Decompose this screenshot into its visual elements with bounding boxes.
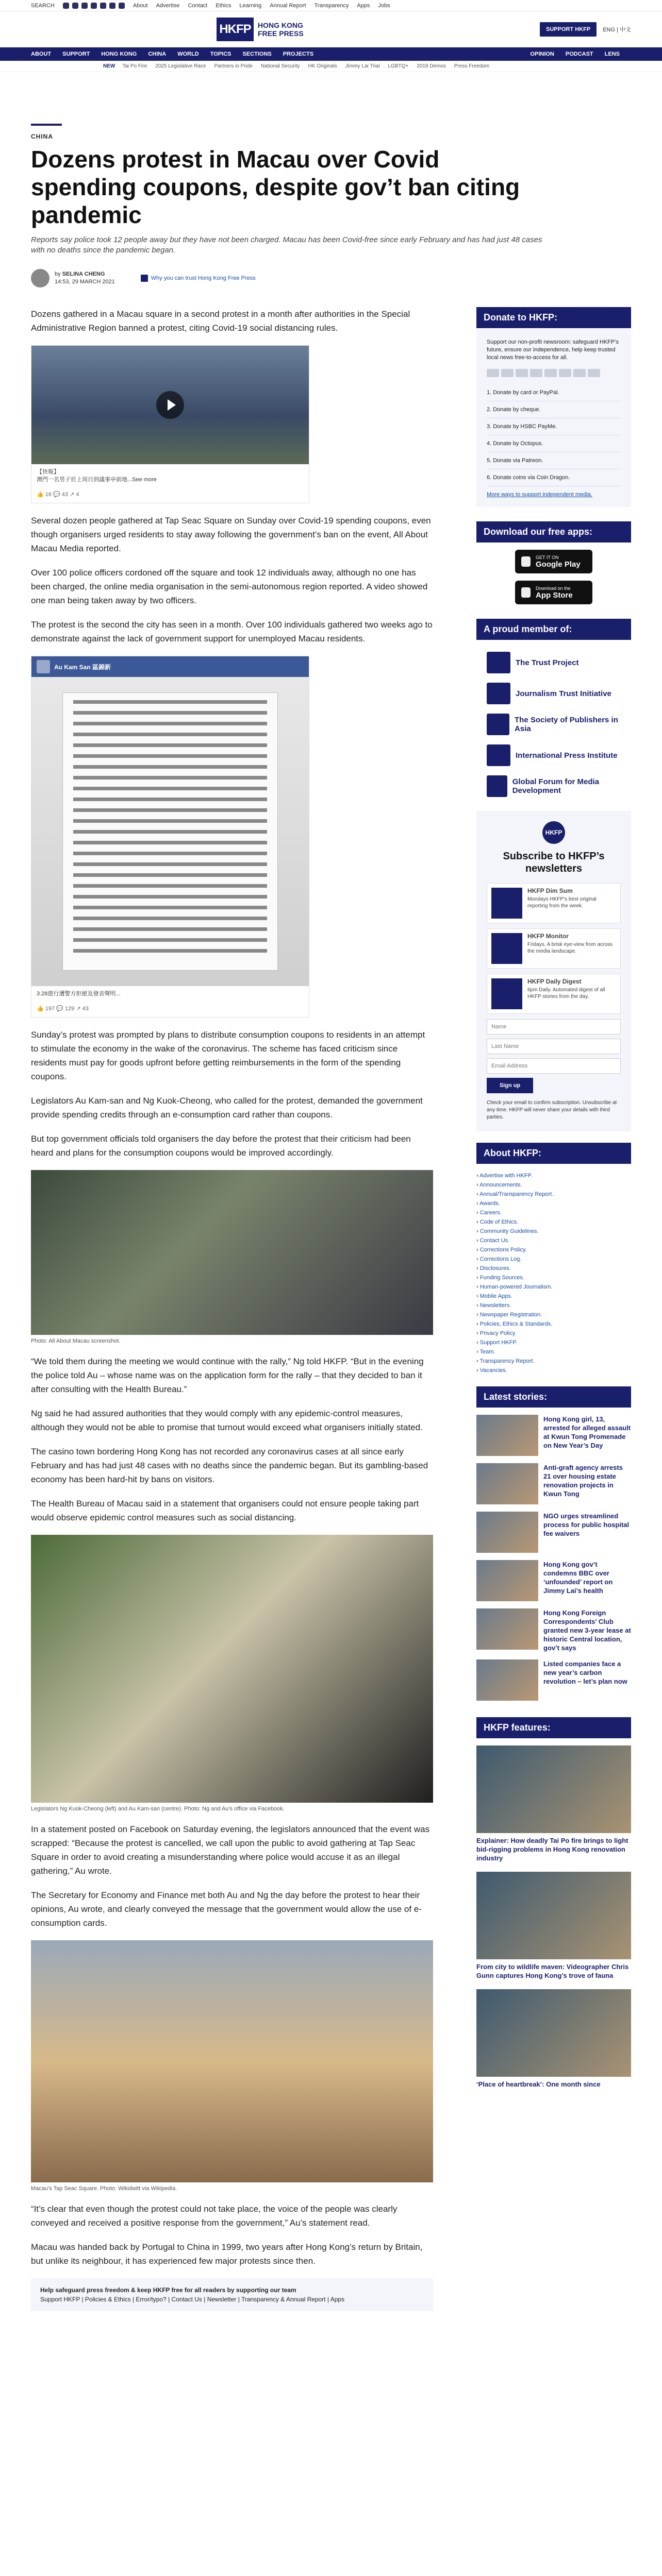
donate-lead[interactable]: Support our non-profit newsroom: safeguard HKFP’s future, ensure our independence, help keep trusted local news free-to-access for all. xyxy=(487,339,619,361)
paragraph: Over 100 police officers cordoned off the square and took 12 individuals away, although no one has been charged, the online media organisation in the semi-autonomous region reported. A video showed one man being taken away by two officers. xyxy=(31,568,428,605)
support-hkfp-button[interactable]: SUPPORT HKFP xyxy=(540,22,597,37)
article-excerpt: Reports say police took 12 people away but they have not been charged. Macau has been Covid-free since early February and has had just 48 cases with no deaths since the pandemic began. xyxy=(31,235,542,255)
paragraph: Legislators Au Kam-san and Ng Kuok-Cheong, who called for the protest, demanded the government provide spending credits through an e-consumption card rather than coupons. xyxy=(31,1096,423,1120)
figure-caption: Legislators Ng Kuok-Cheong (left) and Au Kam-san (centre). Photo: Ng and Au’s office via Facebook. xyxy=(31,1806,285,1812)
about-link[interactable]: › Policies, Ethics & Standards. xyxy=(476,1319,631,1329)
story-thumbnail[interactable] xyxy=(476,1659,538,1701)
page-wrapper xyxy=(31,72,631,2311)
trending-item[interactable]: Press Freedom xyxy=(454,63,490,69)
trending-item[interactable]: National Security xyxy=(261,63,300,69)
feature-image[interactable] xyxy=(476,1872,631,1959)
top-link-ethics[interactable]: Ethics xyxy=(216,2,231,9)
app2-small: Download on the xyxy=(536,585,571,591)
paragraph: “We told them during the meeting we would continue with the rally,” Ng told HKFP. “But in the evening the police told Au – whose name was on the application form for the rally – that they decided to ban it after consulting with the Health Bureau.” xyxy=(31,1357,424,1394)
social-icons xyxy=(63,3,125,9)
about-link[interactable]: › Corrections Log. xyxy=(476,1255,631,1264)
feature-item[interactable] xyxy=(476,1872,631,1980)
signup-note: Check your email to confirm subscription. Unsubscribe at any time. HKFP will never share your details with third parties. xyxy=(487,1100,617,1120)
paragraph: Macau was handed back by Portugal to China in 1999, two years after Hong Kong’s return by Britain, but unlike its neighbour, it has experienced few major protests since then. xyxy=(31,2242,423,2266)
sidebar xyxy=(476,307,631,2311)
new-label: NEW xyxy=(103,63,115,69)
donate-option[interactable]: 2. Donate by cheque. xyxy=(487,401,621,418)
video-thumbnail[interactable] xyxy=(31,346,309,464)
about-link[interactable]: › Mobile Apps. xyxy=(476,1292,631,1301)
member-logo[interactable]: The Society of Publishers in Asia xyxy=(476,709,631,740)
nav-topics[interactable]: TOPICS xyxy=(210,51,231,57)
statement-image[interactable] xyxy=(31,677,309,986)
ipi-icon xyxy=(487,744,510,766)
newsletter-thumb xyxy=(491,888,522,919)
top-link-learning[interactable]: Learning xyxy=(239,2,262,9)
trending-bar xyxy=(0,61,662,72)
app-store-button[interactable] xyxy=(515,581,592,604)
tap-seac-photo[interactable] xyxy=(31,1940,433,2182)
feature-title[interactable]: Explainer: How deadly Tai Po fire brings to light bid-rigging problems in Hong Kong renovation industry xyxy=(476,1837,628,1862)
paragraph: Ng said he had assured authorities that they would comply with any epidemic-control measures, although they would not be able to promise that turnout would exceed what organisers initially stated. xyxy=(31,1409,423,1432)
trust-link[interactable] xyxy=(141,275,256,282)
byline-meta xyxy=(55,270,115,286)
patreon-icon xyxy=(573,369,586,377)
facebook-post-embed[interactable] xyxy=(31,656,309,1018)
google-play-button[interactable] xyxy=(515,550,592,573)
twitter-icon[interactable] xyxy=(72,3,78,9)
features-list xyxy=(476,1745,631,2089)
newsletter-option[interactable]: HKFP Dim Sum Mondays HKFP’s best original reporting from the week. xyxy=(487,883,621,923)
about-link[interactable]: › Newspaper Registration. xyxy=(476,1310,631,1319)
trending-item[interactable]: HK Originals xyxy=(308,63,337,69)
about-link[interactable]: › Announcements. xyxy=(476,1180,631,1190)
telegram-icon[interactable] xyxy=(100,3,106,9)
story-thumbnail[interactable] xyxy=(476,1608,538,1650)
amex-icon xyxy=(516,369,528,377)
donate-option[interactable]: 4. Donate by Octopus. xyxy=(487,435,621,452)
app1-small: GET IT ON xyxy=(536,554,559,560)
features-title: HKFP features: xyxy=(476,1717,631,1738)
about-title: About HKFP: xyxy=(476,1143,631,1164)
author-avatar[interactable] xyxy=(31,269,49,287)
latest-story[interactable] xyxy=(476,1659,631,1701)
logo-wordmark[interactable] xyxy=(258,21,320,38)
donate-option[interactable]: 5. Donate via Patreon. xyxy=(487,452,621,469)
about-link[interactable]: › Contact Us. xyxy=(476,1236,631,1245)
feature-item[interactable] xyxy=(476,1989,631,2089)
about-links xyxy=(476,1171,631,1375)
latest-stories xyxy=(476,1415,631,1701)
protest-photo[interactable] xyxy=(31,1170,433,1335)
brand-bar xyxy=(0,11,662,47)
embed-reactions: 👍 16 💬 43 ↗ 4 xyxy=(37,492,79,498)
nav-china[interactable]: CHINA xyxy=(148,51,167,57)
latest-story[interactable] xyxy=(476,1560,631,1601)
play-icon[interactable] xyxy=(156,391,184,419)
signup-button[interactable]: Sign up xyxy=(487,1078,533,1093)
payment-icons xyxy=(487,369,621,377)
embed-caption: 【快報】 澳門一名男子於上周日到議事亭前地...See more xyxy=(37,469,157,483)
top-link-jobs[interactable]: Jobs xyxy=(378,2,390,9)
language-switch[interactable]: ENG | 中文 xyxy=(603,26,631,33)
donate-option[interactable]: 3. Donate by HSBC PayMe. xyxy=(487,418,621,435)
top-utility-bar xyxy=(0,0,662,11)
paragraph: The Health Bureau of Macau said in a statement that organisers could not ensure people taking part would observe epidemic control measures such as social distancing. xyxy=(31,1499,419,1522)
legislators-photo[interactable] xyxy=(31,1535,433,1803)
nav-podcast[interactable]: PODCAST xyxy=(565,51,593,57)
nav-projects[interactable]: PROJECTS xyxy=(283,51,314,57)
paragraph: “It’s clear that even though the protest could not take place, the voice of the people was clearly conveyed and received a positive response from the government,” Au’s statement read. xyxy=(31,2204,398,2228)
figure-tap-seac xyxy=(31,1940,433,2192)
nav-world[interactable]: WORLD xyxy=(177,51,199,57)
figure-caption: Macau’s Tap Seac Square. Photo: Wikidwitt via Wikipedia. xyxy=(31,2185,177,2192)
trending-item[interactable]: 2025 Legislative Race xyxy=(155,63,206,69)
trending-item[interactable]: Partners in Pride xyxy=(214,63,253,69)
visa-icon xyxy=(501,369,514,377)
story-thumbnail[interactable] xyxy=(476,1512,538,1553)
top-link-advertise[interactable]: Advertise xyxy=(156,2,180,9)
facebook-icon[interactable] xyxy=(63,3,69,9)
paypal-icon xyxy=(530,369,542,377)
donate-option[interactable]: 6. Donate coins via Coin Dragon. xyxy=(487,469,621,486)
newsletter-thumb xyxy=(491,978,522,1009)
section-label[interactable]: CHINA xyxy=(31,133,53,140)
rss-icon[interactable] xyxy=(119,3,125,9)
support-note-text[interactable]: Help safeguard press freedom & keep HKFP free for all readers by supporting our team xyxy=(40,2286,296,2294)
about-link[interactable]: › Corrections Policy. xyxy=(476,1245,631,1255)
about-link[interactable]: › Human-powered Journalism. xyxy=(476,1282,631,1292)
more-ways-link[interactable]: More ways to support independent media. xyxy=(487,492,592,498)
logo-line-1: HONG KONG xyxy=(258,21,303,29)
paragraph: In a statement posted on Facebook on Saturday evening, the legislators announced that the event was scrapped: “Because the protest is cancelled, we call upon the public to avoid gathering at Tap Seac Square in order to avoid creating a misunderstanding where police would accuse it as an illegal gathering,” Au wrote. xyxy=(31,1824,430,1876)
nav-support[interactable]: SUPPORT xyxy=(62,51,90,57)
octopus-icon xyxy=(559,369,571,377)
gfmd-icon xyxy=(487,775,507,797)
newsletter-title: Subscribe to HKFP’s newsletters xyxy=(503,851,605,874)
trending-item[interactable]: 2019 Demos xyxy=(417,63,446,69)
member-logo[interactable]: Global Forum for Media Development xyxy=(476,771,631,802)
member-logo[interactable]: International Press Institute xyxy=(476,740,631,771)
story-thumbnail[interactable] xyxy=(476,1463,538,1504)
paragraph: But top government officials told organisers the day before the protest that their criticism had been heard and plans for the consumption coupons would be improved accordingly. xyxy=(31,1134,411,1158)
member-logo[interactable]: The Trust Project xyxy=(476,647,631,678)
trust-link-label: Why you can trust Hong Kong Free Press xyxy=(151,275,256,281)
story-title[interactable]: Hong Kong gov’t condemns BBC over ‘unfounded’ report on Jimmy Lai’s health xyxy=(543,1561,613,1595)
feature-image[interactable] xyxy=(476,1989,631,2077)
nav-lens[interactable]: LENS xyxy=(604,51,620,57)
instagram-icon[interactable] xyxy=(81,3,88,9)
paragraph: The casino town bordering Hong Kong has not recorded any coronavirus cases at all since early February and has had just 48 cases with no deaths since the pandemic began. But its gambling-based economy has been hard-hit by bans on visitors. xyxy=(31,1447,428,1484)
story-title[interactable]: Anti-graft agency arrests 21 over housing estate renovation projects in Kwun Tong xyxy=(543,1464,623,1498)
search-link[interactable]: SEARCH xyxy=(31,2,55,9)
latest-story[interactable] xyxy=(476,1608,631,1652)
latest-story[interactable] xyxy=(476,1415,631,1456)
apps-title: Download our free apps: xyxy=(476,521,631,543)
logo-line-2: FREE PRESS xyxy=(258,29,304,38)
byline xyxy=(31,269,631,287)
newsletter-box xyxy=(476,811,631,1131)
newsletter-thumb xyxy=(491,933,522,964)
about-link[interactable]: › Newsletters. xyxy=(476,1301,631,1310)
nav-about[interactable]: ABOUT xyxy=(31,51,52,57)
about-link[interactable]: › Privacy Policy. xyxy=(476,1329,631,1338)
member-title: A proud member of: xyxy=(476,619,631,640)
about-link[interactable]: › Advertise with HKFP. xyxy=(476,1171,631,1180)
story-thumbnail[interactable] xyxy=(476,1560,538,1601)
about-link[interactable]: › Vacancies. xyxy=(476,1366,631,1375)
top-link-annual-report[interactable]: Annual Report xyxy=(270,2,306,9)
paragraph: The Secretary for Economy and Finance met both Au and Ng the day before the protest to hear their opinions, Au wrote, and clearly conveyed the message that the government would allow the use of e-consumption cards. xyxy=(31,1890,422,1928)
publish-date: 14:53, 29 MARCH 2021 xyxy=(55,279,115,285)
sopa-icon xyxy=(487,714,509,735)
story-thumbnail[interactable] xyxy=(476,1415,538,1456)
hkfp-badge: HKFP xyxy=(542,821,565,844)
paragraph: Several dozen people gathered at Tap Seac Square on Sunday over Covid-19 spending coupons, even though organisers urged residents to stay away following the government’s ban on the event, All About Macau Media reported. xyxy=(31,516,431,553)
nav-hong-kong[interactable]: HONG KONG xyxy=(101,51,137,57)
trust-icon xyxy=(141,275,148,282)
trending-item[interactable]: Jimmy Lai Trial xyxy=(345,63,380,69)
embed-caption: 3.28遊行遭警方拒絕及發表聲明... xyxy=(37,991,121,997)
content-columns xyxy=(31,307,631,2311)
embed-reactions: 👍 197 💬 129 ↗ 43 xyxy=(37,1006,89,1012)
about-link[interactable]: › Careers. xyxy=(476,1208,631,1217)
feature-title[interactable]: ‘Place of heartbreak’: One month since xyxy=(476,2080,601,2088)
top-link-about[interactable]: About xyxy=(133,2,148,9)
main-nav xyxy=(0,47,662,61)
app2-big: App Store xyxy=(536,590,573,600)
top-link-transparency[interactable]: Transparency xyxy=(314,2,349,9)
story-title[interactable]: NGO urges streamlined process for public hospital fee waivers xyxy=(543,1512,630,1537)
feature-image[interactable] xyxy=(476,1745,631,1833)
email-icon[interactable] xyxy=(109,3,115,9)
paragraph: Sunday’s protest was prompted by plans to distribute consumption coupons to residents in an attempt to stimulate the economy in the wake of the coronavirus. The scheme has faced criticism since residents must pay for goods upfront before getting reimbursements in the form of the spending coupons. xyxy=(31,1030,425,1081)
top-link-apps[interactable]: Apps xyxy=(357,2,370,9)
newsletter-option[interactable]: HKFP Daily Digest 6pm Daily. Automated digest of all HKFP stories from the day. xyxy=(487,974,621,1014)
nav-sections[interactable]: SECTIONS xyxy=(242,51,272,57)
embed-author[interactable]: Au Kam San 區錦新 xyxy=(54,663,111,671)
jti-icon xyxy=(487,683,510,704)
donate-box xyxy=(476,329,631,507)
support-note xyxy=(31,2278,433,2311)
about-link[interactable]: › Disclosures. xyxy=(476,1264,631,1273)
last-name-field[interactable]: Last Name xyxy=(487,1039,621,1054)
about-link[interactable]: › Code of Ethics. xyxy=(476,1217,631,1227)
donate-title: Donate to HKFP: xyxy=(476,307,631,328)
about-link[interactable]: › Funding Sources. xyxy=(476,1273,631,1282)
latest-title: Latest stories: xyxy=(476,1386,631,1408)
mastercard-icon xyxy=(487,369,499,377)
top-link-contact[interactable]: Contact xyxy=(188,2,208,9)
feature-item[interactable] xyxy=(476,1745,631,1862)
story-title[interactable]: Listed companies face a new year’s carbon revolution – let’s plan now xyxy=(543,1660,627,1685)
member-logo[interactable]: Journalism Trust Initiative xyxy=(476,678,631,709)
figure-protest xyxy=(31,1170,433,1344)
profile-picture[interactable] xyxy=(37,660,50,673)
article-title: Dozens protest in Macau over Covid spending coupons, despite gov’t ban citing pandemic xyxy=(31,146,520,228)
paragraph: Dozens gathered in a Macau square in a second protest in a month after authorities in the Special Administrative Region banned a protest, citing Covid-19 social distancing rules. xyxy=(31,309,410,333)
author-name[interactable]: SELINA CHENG xyxy=(62,271,105,277)
trending-item[interactable]: Tai Po Fire xyxy=(122,63,147,69)
about-link[interactable]: › Awards. xyxy=(476,1199,631,1208)
article-body xyxy=(31,307,433,2311)
about-link[interactable]: › Community Guidelines. xyxy=(476,1227,631,1236)
app1-big: Google Play xyxy=(536,560,581,569)
about-link[interactable]: › Support HKFP. xyxy=(476,1338,631,1347)
payme-icon xyxy=(544,369,557,377)
figure-caption: Photo: All About Macau screenshot. xyxy=(31,1338,121,1344)
latest-story[interactable] xyxy=(476,1463,631,1504)
feature-title[interactable]: From city to wildlife maven: Videographer Chris Gunn captures Hong Kong’s trove of fauna xyxy=(476,1963,629,1979)
about-link[interactable]: › Annual/Transparency Report. xyxy=(476,1190,631,1199)
paragraph: The protest is the second the city has seen in a month. Over 100 individuals gathered two weeks ago to demonstrate against the lack of government support for unemployed Macau residents. xyxy=(31,620,433,643)
figure-legislators xyxy=(31,1535,433,1812)
latest-story[interactable] xyxy=(476,1512,631,1553)
story-title[interactable]: Hong Kong girl, 13, arrested for alleged assault at Kwun Tong Promenade on New Year’s Day xyxy=(543,1415,631,1449)
facebook-video-embed[interactable] xyxy=(31,345,309,503)
email-field[interactable]: Email Address xyxy=(487,1058,621,1074)
name-field[interactable]: Name xyxy=(487,1019,621,1035)
hkfp-logo[interactable]: HKFP xyxy=(217,18,254,41)
nav-opinion[interactable]: OPINION xyxy=(530,51,554,57)
newsletter-option[interactable]: HKFP Monitor Fridays. A brisk eye-view from across the media landscape. xyxy=(487,928,621,969)
document-image xyxy=(62,692,278,971)
support-note-links[interactable]: Support HKFP | Policies & Ethics | Error/typo? | Contact Us | Newsletter | Transparency & Annual Report | Apps xyxy=(40,2296,345,2303)
about-link[interactable]: › Team. xyxy=(476,1347,631,1357)
bank-icon xyxy=(588,369,600,377)
story-title[interactable]: Hong Kong Foreign Correspondents’ Club granted new 3-year lease at historic Central location, gov’t says xyxy=(543,1609,631,1652)
youtube-icon[interactable] xyxy=(91,3,97,9)
trust-project-icon xyxy=(487,652,510,673)
donate-option[interactable]: 1. Donate by card or PayPal. xyxy=(487,384,621,401)
trending-item[interactable]: LGBTQ+ xyxy=(388,63,409,69)
embed-header xyxy=(31,656,309,677)
section-rule xyxy=(31,124,62,126)
about-link[interactable]: › Transparency Report. xyxy=(476,1357,631,1366)
by-label: by xyxy=(55,271,61,277)
